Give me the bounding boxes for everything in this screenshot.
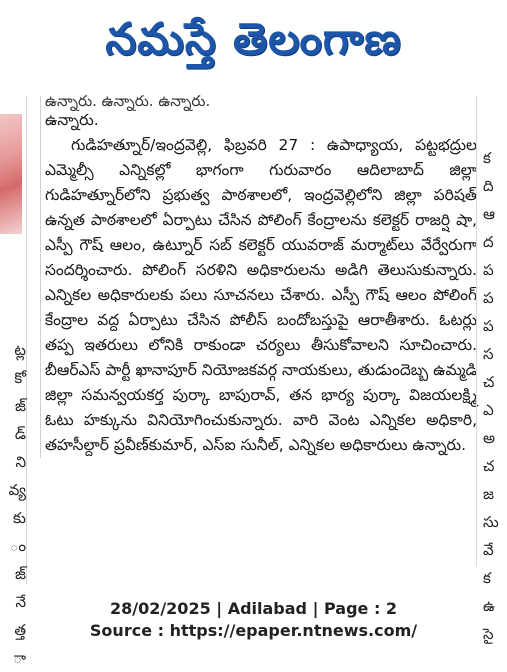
masthead-title: నమస్తే తెలంగాణ (105, 14, 402, 65)
right-fragment: ఉ (483, 597, 495, 615)
source-line: Source : https://epaper.ntnews.com/ (89, 621, 418, 640)
right-fragment: ఆ (483, 205, 495, 223)
left-fragment: ని (15, 453, 26, 471)
left-fragment: ా (13, 649, 26, 667)
clipping-footer (0, 598, 507, 642)
cropped-photo (0, 114, 22, 234)
left-fragment: నే (15, 593, 26, 611)
right-fragment: వే (483, 541, 494, 559)
right-cropped-column (476, 96, 507, 643)
right-fragment: ఎ (483, 401, 494, 419)
right-fragment: క (483, 149, 491, 167)
left-fragment: డ్ (14, 425, 26, 443)
left-fragment: ం (9, 537, 26, 555)
left-fragment: కో (14, 369, 26, 387)
right-fragment: చ (483, 373, 495, 391)
cropped-top-line: ఉన్నారు. ఉన్నారు. ఉన్నారు. (45, 92, 211, 110)
right-fragment: చ (483, 457, 495, 475)
right-fragment: ప (483, 261, 494, 279)
left-fragment: వ్య (8, 481, 26, 499)
right-fragment: ప (483, 289, 494, 307)
right-fragment: క (483, 569, 491, 587)
left-fragment: త్త (14, 621, 26, 639)
left-fragment: జ్ (15, 565, 26, 583)
article-column (40, 92, 477, 458)
right-column-text (483, 144, 499, 648)
article-body: గుడిహత్నూర్/ఇంద్రవెల్లి, ఫిబ్రవరి 27 : ఉపాధ్యాయ, పట్టభద్రుల ఎమ్మెల్సీ ఎన్నికల్లో భాగంగా గురువారం ఆదిలాబాద్ జిల్లా గుడిహత్నూర్‌లోని ప్రభుత్వ పాఠశాలలో, ఇంద్రవెల్లిలోని జిల్లా పరిషత్ ఉన్నత పాఠశాలలో ఏర్పాటు చేసిన పోలింగ్ కేంద్రాలను కలెక్టర్ రాజర్షి షా, ఎస్పీ గౌష్ ఆలం, ఉట్నూర్ సబ్ కలెక్టర్ యువరాజ్ మర్మాట్‌లు వేర్వేరుగా సందర్శించారు. పోలింగ్ సరళిని అధికారులను అడిగి తెలుసుకున్నారు. ఎన్నికల అధికారులకు పలు సూచనలు చేశారు. ఎస్పీ గౌష్ ఆలం పోలింగ్ కేంద్రాల వద్ద ఏర్పాటు చేసిన పోలీస్ బందోబస్తుపై ఆరాతీశారు. ఓటర్లు తప్ప ఇతరులు లోనికి రాకుండా చర్యలు తీసుకోవాలని సూచించారు. బీఆర్‌ఎస్ పార్టీ ఖానాపూర్ నియోజకవర్గ నాయకులు, తుడుందెబ్బ ఉమ్మడి జిల్లా సమన్వయకర్త పుర్కా బాపురావ్, తన భార్య పుర్కా విజయలక్ష్మి ఓటు హక్కును వినియోగించుకున్నారు. వారి వెంట ఎన్నికల అధికారి, తహసీల్దార్ ప్రవీణ్‌కుమార్, ఎస్ఐ సునీల్, ఎన్నికల అధికారులు ఉన్నారు. (45, 136, 477, 454)
left-fragment: ట్ల (14, 341, 26, 359)
right-fragment: జ (483, 485, 494, 503)
date-edition-page: 28/02/2025 | Adilabad | Page : 2 (109, 599, 398, 618)
right-fragment: ది (483, 177, 494, 195)
left-cropped-column (0, 96, 27, 667)
right-fragment: సు (483, 513, 499, 531)
right-fragment: స (483, 345, 494, 363)
article-first-line: ఉన్నారు. (45, 111, 99, 129)
right-fragment: ప (483, 317, 494, 335)
right-fragment: అ (483, 429, 496, 447)
left-fragment: కు (12, 509, 26, 527)
masthead (0, 0, 507, 90)
right-fragment: సై (483, 625, 494, 643)
right-fragment: ద (483, 233, 494, 251)
left-fragment: జ్ (15, 397, 26, 415)
